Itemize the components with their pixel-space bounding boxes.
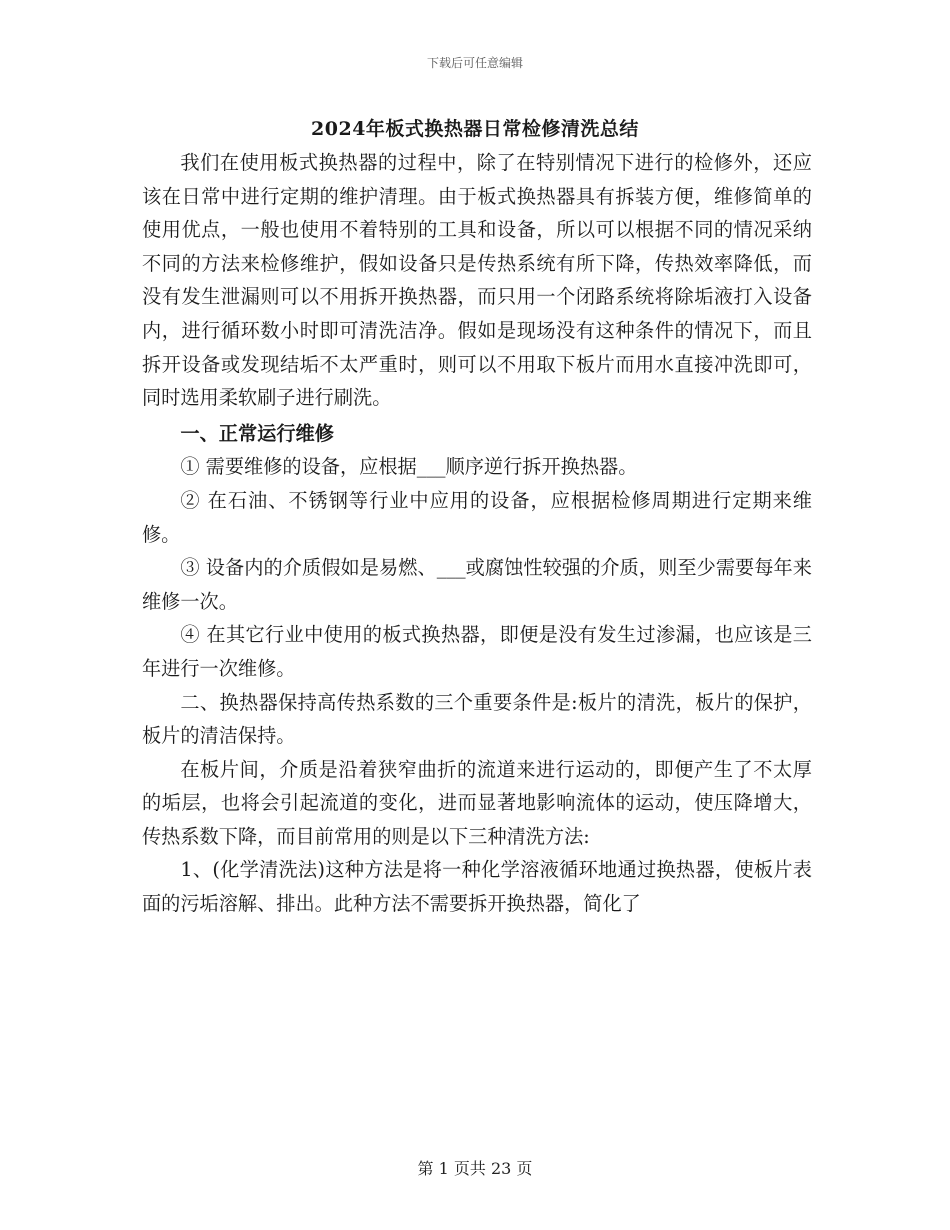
page-footer: 第 1 页共 23 页 (417, 1159, 533, 1178)
body-paragraph: 在板片间，介质是沿着狭窄曲折的流道来进行运动的，即便产生了不太厚的垢层，也将会引起流道的变化，进而显著地影响流体的运动，使压降增大，传热系数下降，而目前常用的则是以下三种清洗方法: (142, 757, 812, 848)
document-body (142, 146, 812, 921)
method-1-paragraph: 1、(化学清洗法)这种方法是将一种化学溶液循环地通过换热器，使板片表面的污垢溶解、排出。此种方法不需要拆开换热器，简化了 (142, 858, 812, 916)
list-item-3: ③ 设备内的介质假如是易燃、___或腐蚀性较强的介质，则至少需要每年来维修一次。 (142, 556, 812, 613)
section-heading-1: 一、正常运行维修 (180, 421, 334, 445)
list-item-1: ① 需要维修的设备，应根据___顺序逆行拆开换热器。 (180, 455, 638, 479)
section-2-paragraph: 二、换热器保持高传热系数的三个重要条件是:板片的清洗，板片的保护，板片的清洁保持。 (142, 690, 812, 748)
list-item-2: ② 在石油、不锈钢等行业中应用的设备，应根据检修周期进行定期来维修。 (142, 488, 812, 546)
list-item-4: ④ 在其它行业中使用的板式换热器，即便是没有发生过渗漏，也应该是三年进行一次维修。 (142, 623, 812, 680)
document-title: 2024年板式换热器日常检修清洗总结 (311, 118, 639, 140)
intro-paragraph: 我们在使用板式换热器的过程中，除了在特别情况下进行的检修外，还应该在日常中进行定期的维护清理。由于板式换热器具有拆装方便，维修简单的使用优点，一般也使用不着特别的工具和设备，所以可以根据不同的情况采纳不同的方法来检修维护，假如设备只是传热系统有所下降，传热效率降低，而没有发生泄漏则可以不用拆开换热器，而只用一个闭路系统将除垢液打入设备内，进行循环数小时即可清洗洁净。假如是现场没有这种条件的情况下，而且拆开设备或发现结垢不太严重时，则可以不用取下板片而用水直接冲洗即可，同时选用柔软刷子进行刷洗。 (142, 151, 812, 410)
header-note: 下载后可任意编辑 (426, 56, 523, 70)
